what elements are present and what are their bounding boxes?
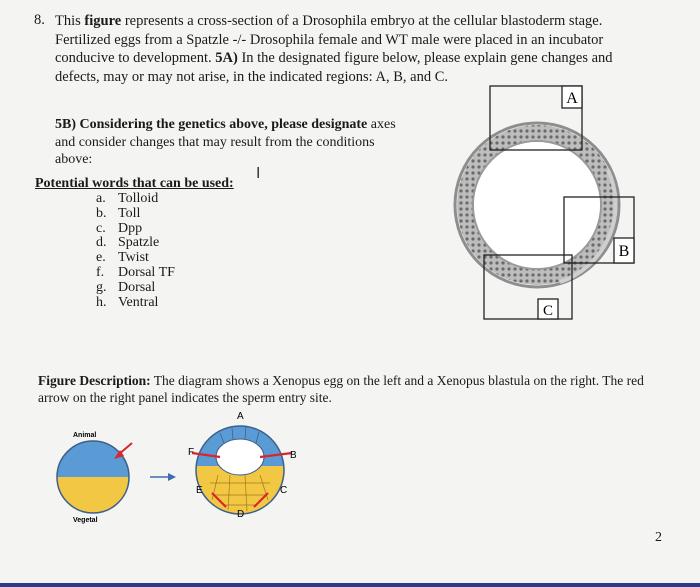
list-item: [96, 192, 175, 207]
blastula-label-d: D: [237, 509, 245, 520]
list-item-word: Tolloid: [118, 191, 159, 206]
question-text: [55, 12, 655, 86]
list-item-word: Dorsal TF: [118, 264, 175, 280]
list-item-letter: a.: [96, 191, 106, 206]
question-number: 8.: [34, 12, 45, 28]
blastula-label-c: C: [280, 485, 288, 496]
list-item-word: Dpp: [118, 220, 143, 236]
figure-description-label: Figure Description:: [38, 373, 151, 388]
blastula-label-a: A: [237, 411, 244, 422]
list-item-word: Ventral: [118, 294, 159, 310]
figure-description-text: The diagram shows a Xenopus egg on the left and a Xenopus blastula on the right. The red arrow on the right panel indicates the sperm entry site.: [38, 373, 644, 405]
xenopus-blastula: [192, 426, 292, 516]
list-item-word: Twist: [118, 250, 149, 266]
list-item: [96, 251, 175, 266]
vegetal-label: Vegetal: [73, 517, 98, 524]
list-item: [96, 281, 175, 296]
transition-arrow-head-icon: [168, 473, 176, 481]
text-cursor-icon: I: [256, 164, 261, 182]
question-text-1: represents a cross-section of a Drosophila embryo at the cellular blastoderm stage. Fertilized eggs from a Spatzle -/- Drosophila female and WT male were placed in an incubator conducive to development.: [55, 13, 604, 66]
list-item-letter: g.: [96, 279, 107, 295]
page-number: 2: [655, 530, 662, 545]
list-item: [96, 236, 175, 251]
question-text-2: In the designated figure below, please explain gene changes and defects, may or may not arise, in the indicated regions: A, B, and C.: [55, 50, 613, 85]
list-item-letter: e.: [96, 250, 106, 266]
list-item-letter: d.: [96, 235, 107, 251]
bottom-bar: [0, 583, 700, 587]
question-figure-word: figure: [84, 13, 122, 29]
figure-description: [38, 373, 678, 406]
embryo-yolk: [474, 142, 600, 268]
region-b-label: B: [618, 243, 630, 260]
list-item-letter: f.: [96, 264, 105, 280]
list-item-letter: b.: [96, 205, 107, 221]
section-5b-bold: 5B) Considering the genetics above, please designate: [55, 117, 368, 132]
question-intro: This: [55, 13, 85, 29]
blastula-label-e: E: [196, 485, 203, 496]
word-list-title: Potential words that can be used:: [35, 176, 234, 191]
blastula-label-b: B: [290, 450, 297, 461]
region-c-label: C: [542, 303, 554, 319]
embryo-cross-section-figure: [440, 80, 640, 325]
list-item: [96, 222, 175, 237]
word-list: [96, 192, 175, 310]
list-item-word: Dorsal: [118, 279, 156, 295]
list-item: [96, 207, 175, 222]
list-item: [96, 266, 175, 281]
section-5b-rest: axes and consider changes that may result from the conditions above:: [55, 117, 396, 167]
list-item-word: Toll: [118, 205, 141, 221]
animal-label: Animal: [73, 432, 97, 439]
list-item-letter: h.: [96, 294, 107, 310]
region-a-label: A: [566, 90, 578, 107]
xenopus-figure: [40, 405, 310, 535]
list-item: [96, 296, 175, 311]
section-5b: [55, 116, 415, 169]
list-item-letter: c.: [96, 220, 106, 236]
blastula-label-f: F: [188, 447, 195, 458]
question-5a-label: 5A): [215, 50, 238, 66]
list-item-word: Spatzle: [118, 235, 160, 251]
